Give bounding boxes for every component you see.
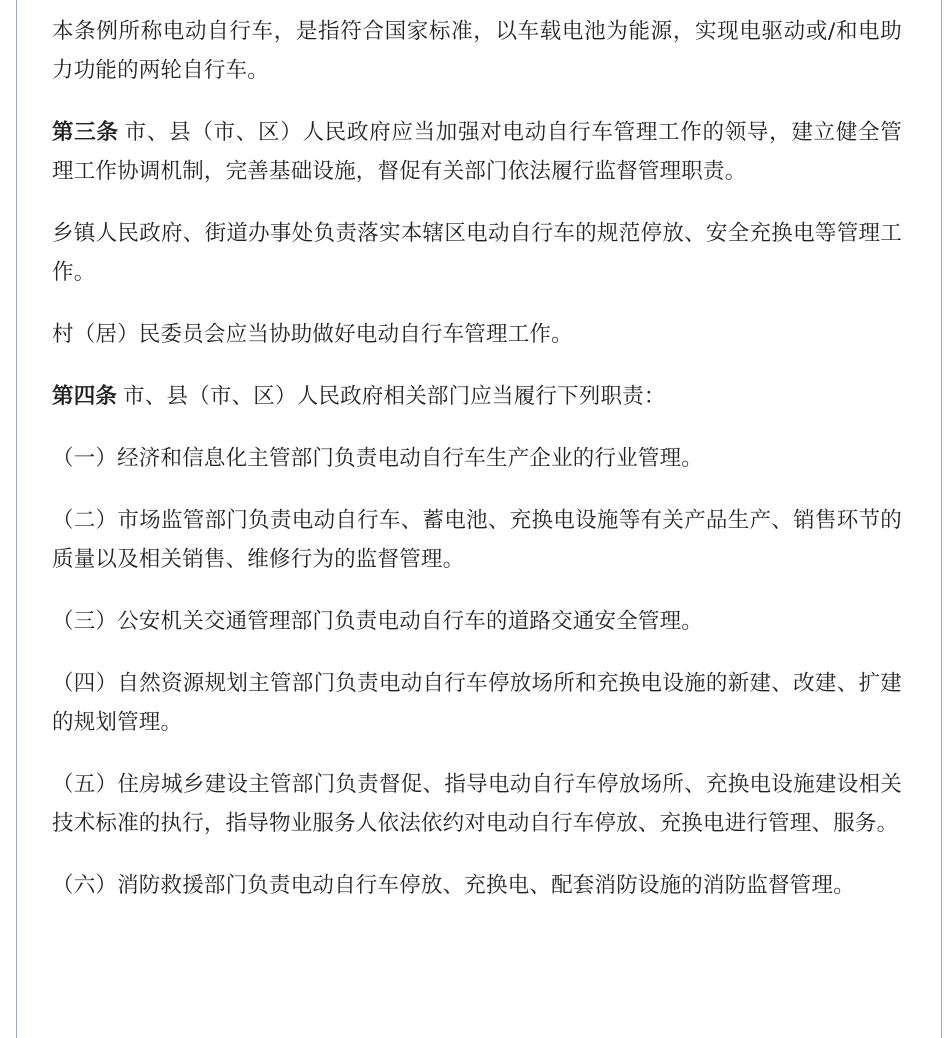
- paragraph-text: 村（居）民委员会应当协助做好电动自行车管理工作。: [52, 322, 573, 347]
- paragraph-definition: [52, 12, 902, 90]
- paragraph-item-5: [52, 765, 902, 843]
- paragraph-text: （四）自然资源规划主管部门负责电动自行车停放场所和充换电设施的新建、改建、扩建的规划管理。: [52, 671, 902, 735]
- paragraph-item-4: [52, 664, 902, 742]
- paragraph-text: 乡镇人民政府、街道办事处负责落实本辖区电动自行车的规范停放、安全充换电等管理工作。: [52, 221, 902, 285]
- regulation-text: [52, 12, 902, 928]
- paragraph-item-3: [52, 602, 902, 641]
- article-number: 第三条: [52, 120, 119, 145]
- paragraph-village: [52, 315, 902, 354]
- paragraph-township: [52, 214, 902, 292]
- paragraph-text: （二）市场监管部门负责电动自行车、蓄电池、充换电设施等有关产品生产、销售环节的质量以及相关销售、维修行为的监督管理。: [52, 508, 902, 572]
- paragraph-text: 市、县（市、区）人民政府相关部门应当履行下列职责：: [123, 384, 666, 409]
- paragraph-text: （一）经济和信息化主管部门负责电动自行车生产企业的行业管理。: [52, 446, 704, 471]
- paragraph-article-4: [52, 377, 902, 416]
- paragraph-article-3: [52, 113, 902, 191]
- paragraph-text: 本条例所称电动自行车，是指符合国家标准，以车载电池为能源，实现电驱动或/和电助力功能的两轮自行车。: [52, 19, 902, 83]
- paragraph-text: （六）消防救援部门负责电动自行车停放、充换电、配套消防设施的消防监督管理。: [52, 873, 855, 898]
- paragraph-item-1: [52, 439, 902, 478]
- paragraph-text: （三）公安机关交通管理部门负责电动自行车的道路交通安全管理。: [52, 609, 704, 634]
- article-number: 第四条: [52, 384, 118, 409]
- paragraph-text: 市、县（市、区）人民政府应当加强对电动自行车管理工作的领导，建立健全管理工作协调机制，完善基础设施，督促有关部门依法履行监督管理职责。: [52, 120, 902, 184]
- paragraph-text: （五）住房城乡建设主管部门负责督促、指导电动自行车停放场所、充换电设施建设相关技术标准的执行，指导物业服务人依法依约对电动自行车停放、充换电进行管理、服务。: [52, 772, 902, 836]
- paragraph-item-6: [52, 866, 902, 905]
- paragraph-item-2: [52, 501, 902, 579]
